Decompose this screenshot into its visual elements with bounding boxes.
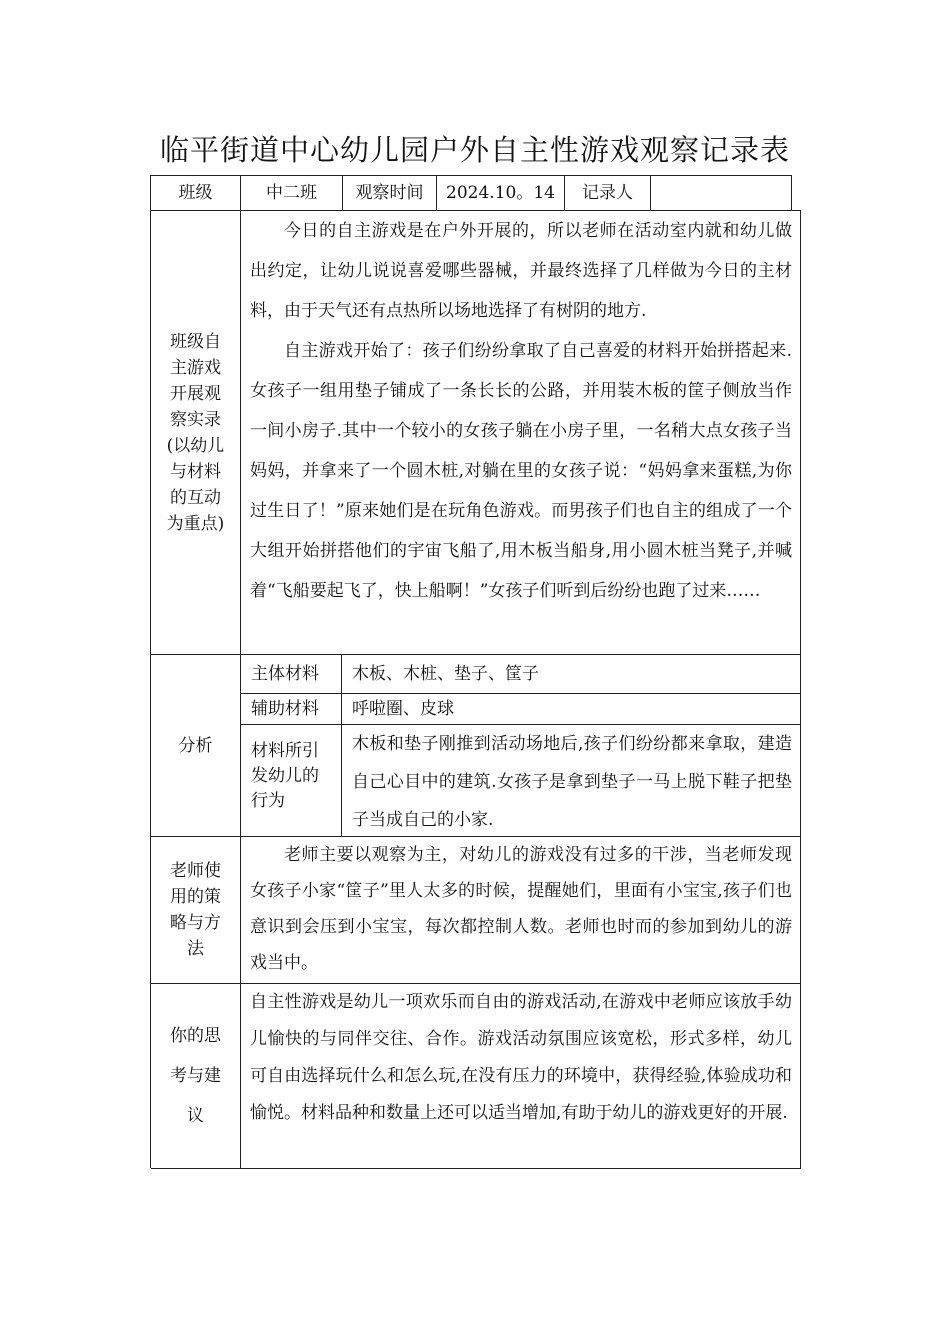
class-label: 班级 [151,176,241,211]
recorder-value [651,176,792,211]
class-value: 中二班 [241,176,343,211]
main-material-label: 主体材料 [241,655,342,694]
observation-label: 班级自主游戏开展观察实录(以幼儿与材料的互动为重点) [166,331,225,534]
analysis-label: 分析 [151,655,241,837]
reflection-label-cell [151,984,241,1169]
strategy-text: 老师主要以观察为主，对幼儿的游戏没有过多的干涉，当老师发现女孩子小家“筐子”里人太多的时候，提醒她们，里面有小宝宝,孩子们也意识到会压到小宝宝，每次都控制人数。老师也时而的参加到幼儿的游戏当中。 [241,837,801,984]
observation-label-cell [151,211,241,655]
behavior-value: 木板和垫子刚推到活动场地后,孩子们纷纷都来拿取，建造自己心目中的建筑.女孩子是拿到垫子一马上脱下鞋子把垫子当成自己的小家. [342,725,801,837]
observation-paragraph-2: 自主游戏开始了：孩子们纷纷拿取了自己喜爱的材料开始拼搭起来.女孩子一组用垫子铺成了一条长长的公路，并用装木板的筐子侧放当作一间小房子.其中一个较小的女孩子躺在小房子里，一名稍大点女孩子当妈妈，并拿来了一个圆木桩,对躺在里的女孩子说：“妈妈拿来蛋糕,为你过生日了！”原来她们是在玩角色游戏。而男孩子们也自主的组成了一个大组开始拼搭他们的宇宙飞船了,用木板当船身,用小圆木桩当凳子,并喊着“飞船要起飞了，快上船啊！”女孩子们听到后纷纷也跑了过来…… [250,341,792,601]
header-row [150,175,792,211]
strategy-label-cell [151,837,241,984]
recorder-label: 记录人 [565,176,651,211]
aux-material-label: 辅助材料 [241,694,342,725]
behavior-label: 材料所引发幼儿的行为 [251,741,319,811]
behavior-label-cell [241,725,342,837]
reflection-text: 自主性游戏是幼儿一项欢乐而自由的游戏活动,在游戏中老师应该放手幼儿愉快的与同伴交往、合作。游戏活动氛围应该宽松，形式多样，幼儿可自由选择玩什么和怎么玩,在没有压力的环境中，获得经验,体验成功和愉悦。材料品种和数量上还可以适当增加,有助于幼儿的游戏更好的开展. [241,984,801,1169]
observation-paragraph-1: 今日的自主游戏是在户外开展的，所以老师在活动室内就和幼儿做出约定，让幼儿说说喜爱哪些器械，并最终选择了几样做为今日的主材料，由于天气还有点热所以场地选择了有树阴的地方. [250,221,792,321]
page-title: 临平街道中心幼儿园户外自主性游戏观察记录表 [159,133,790,167]
record-table [150,210,801,1168]
aux-material-value: 呼啦圈、皮球 [342,694,801,725]
strategy-label: 老师使用的策略与方法 [170,861,221,959]
reflection-label: 你的思考与建议 [170,1026,221,1126]
main-material-value: 木板、木桩、垫子、筐子 [342,655,801,694]
time-label: 观察时间 [343,176,437,211]
time-value: 2024.10。14 [437,176,565,211]
observation-content [241,211,801,655]
